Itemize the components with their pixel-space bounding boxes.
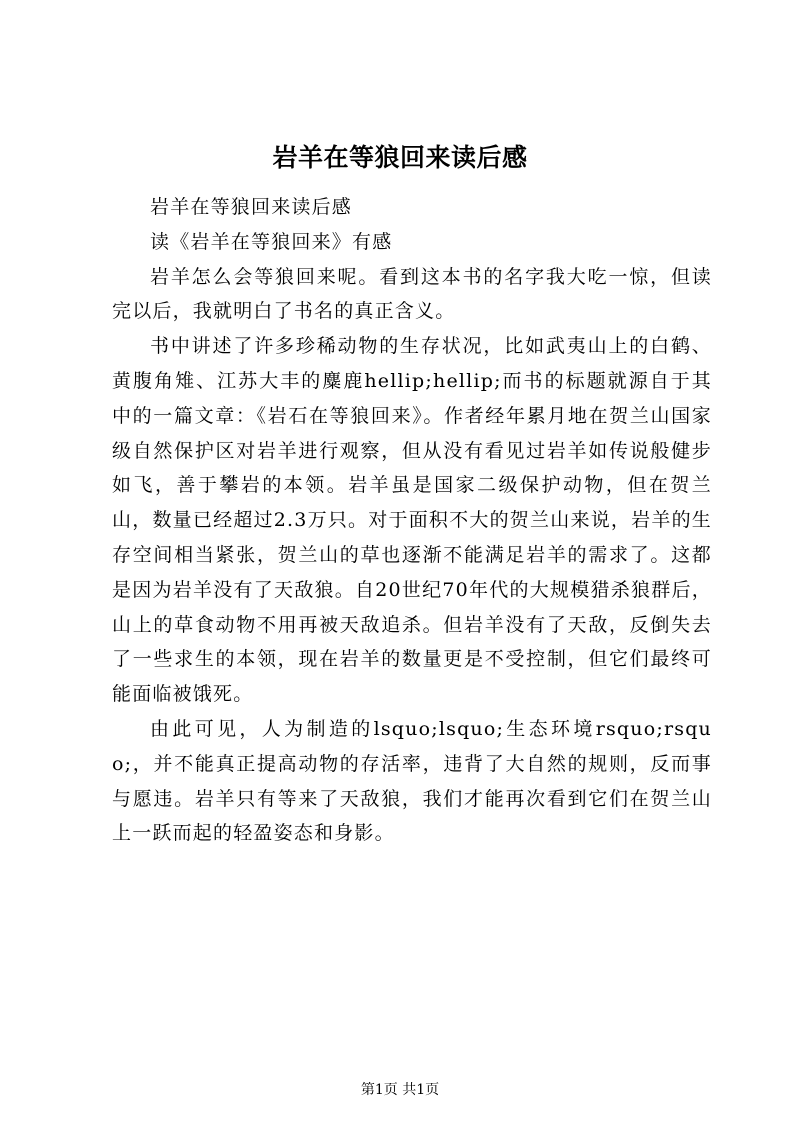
paragraph-main: 书中讲述了许多珍稀动物的生存状况，比如武夷山上的白鹤、黄腹角雉、江苏大丰的麋鹿hellip;hellip;而书的标题就源自于其中的一篇文章：《岩石在等狼回来》。作者经年累月地在贺兰山国家级自然保护区对岩羊进行观察，但从没有看见过岩羊如传说般健步如飞，善于攀岩的本领。岩羊虽是国家二级保护动物，但在贺兰山，数量已经超过2.3万只。对于面积不大的贺兰山来说，岩羊的生存空间相当紧张，贺兰山的草也逐渐不能满足岩羊的需求了。这都是因为岩羊没有了天敌狼。自20世纪70年代的大规模猎杀狼群后，山上的草食动物不用再被天敌追杀。但岩羊没有了天敌，反倒失去了一些求生的本领，现在岩羊的数量更是不受控制，但它们最终可能面临被饿死。 <box>112 335 712 706</box>
paragraph-heading: 读《岩羊在等狼回来》有感 <box>150 230 393 253</box>
paragraph-intro: 岩羊怎么会等狼回来呢。看到这本书的名字我大吃一惊，但读完以后，我就明白了书名的真正含义。 <box>112 265 712 323</box>
paragraph-subtitle: 岩羊在等狼回来读后感 <box>150 196 353 218</box>
document-body <box>112 190 712 851</box>
paragraph-conclusion: 由此可见，人为制造的lsquo;lsquo;生态环境rsquo;rsquo;，并不能真正提高动物的存活率，违背了大自然的规则，反而事与愿违。岩羊只有等来了天敌狼，我们才能再次看到它们在贺兰山上一跃而起的轻盈姿态和身影。 <box>112 717 712 845</box>
document-title: 岩羊在等狼回来读后感 <box>272 143 528 172</box>
page-footer: 第1页 共1页 <box>360 1082 440 1098</box>
